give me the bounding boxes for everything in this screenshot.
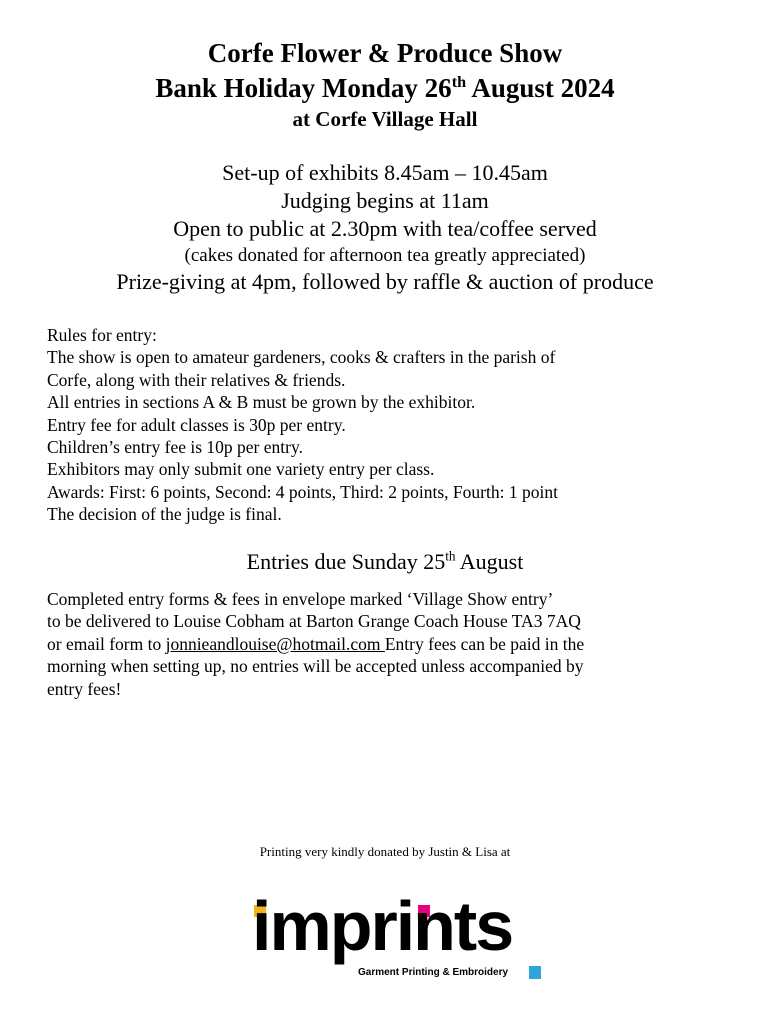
submission-instructions [47,588,747,700]
entries-due-heading [0,548,770,576]
schedule-setup: Set-up of exhibits 8.45am – 10.45am [222,160,548,185]
rule-line: The decision of the judge is final. [47,504,282,525]
rule-line: Awards: First: 6 points, Second: 4 points, Third: 2 points, Fourth: 1 point [47,481,558,502]
printing-credit: Printing very kindly donated by Justin & Lisa at [259,844,511,859]
instruction-line [47,633,747,655]
entries-due-sup: th [445,548,456,564]
entries-due-post: August [455,549,524,574]
rule-line: The show is open to amateur gardeners, cooks & crafters in the parish of [47,347,556,368]
logo-wordmark: imprints [252,887,513,965]
schedule-open: Open to public at 2.30pm with tea/coffee served [173,216,597,241]
show-date-sup: th [451,73,467,91]
show-venue: at Corfe Village Hall [292,107,478,131]
schedule-judging: Judging begins at 11am [281,188,489,213]
schedule-cakes: (cakes donated for afternoon tea greatly appreciated) [184,245,586,266]
show-date-post: August 2024 [466,73,615,103]
rule-line: All entries in sections A & B must be grown by the exhibitor. [47,392,476,413]
show-title: Corfe Flower & Produce Show [207,38,563,68]
schedule-prizegiving: Prize-giving at 4pm, followed by raffle & auction of produce [116,269,654,294]
rule-line: Entry fee for adult classes is 30p per entry. [47,414,346,435]
rules-heading: Rules for entry: [47,325,157,345]
show-date-pre: Bank Holiday Monday 26 [155,73,452,103]
instruction-line: to be delivered to Louise Cobham at Barton Grange Coach House TA3 7AQ [47,611,581,632]
email-link[interactable]: jonnieandlouise@hotmail.com [165,633,385,654]
instruction-line: Completed entry forms & fees in envelope marked ‘Village Show entry’ [47,589,554,609]
rules-section [47,324,747,526]
entries-due-pre: Entries due Sunday 25 [246,549,446,574]
instruction-line3-pre: or email form to [47,633,166,654]
rule-line: Corfe, along with their relatives & friends. [47,369,346,390]
instruction-line: entry fees! [47,678,122,699]
imprints-logo [250,887,550,985]
show-date [0,71,770,105]
instruction-line: morning when setting up, no entries will be accepted unless accompanied by [47,656,584,677]
instruction-line3-post: Entry fees can be paid in the [384,633,585,654]
rule-line: Exhibitors may only submit one variety entry per class. [47,459,435,480]
logo-cyan-square [529,966,541,979]
rule-line: Children’s entry fee is 10p per entry. [47,437,303,458]
logo-tagline: Garment Printing & Embroidery [358,967,509,978]
